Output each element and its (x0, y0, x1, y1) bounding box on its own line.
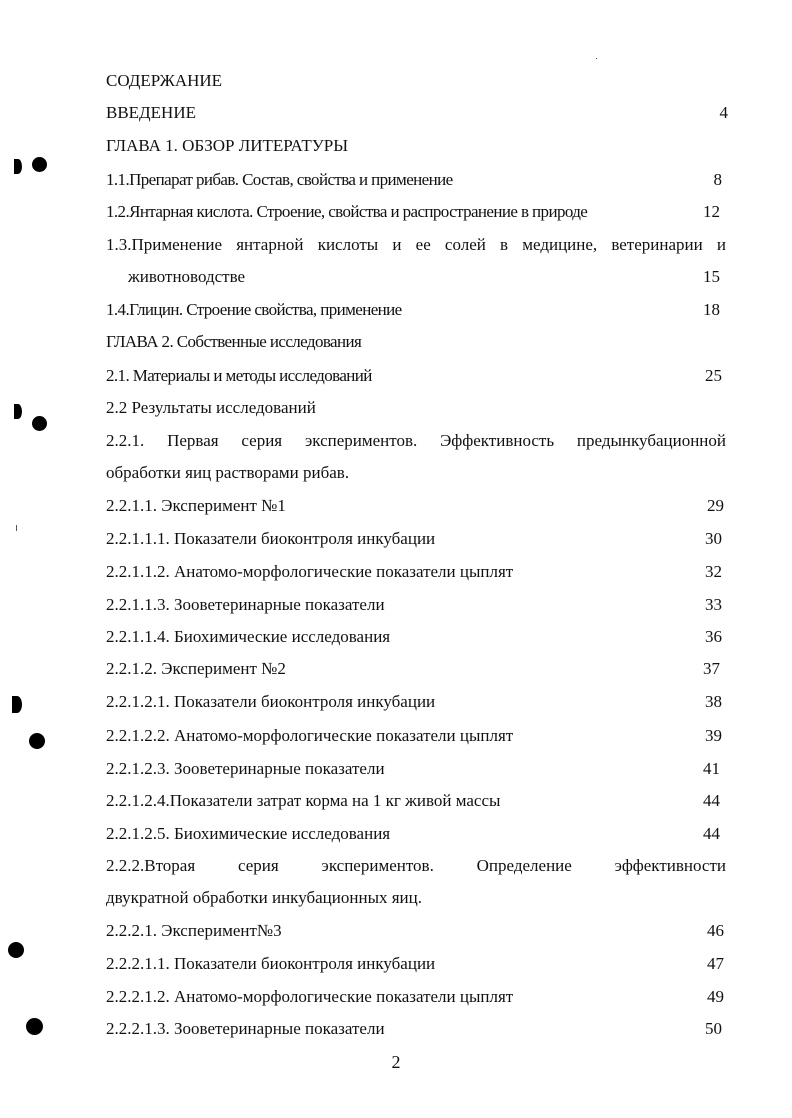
toc-entry-text: 2.2.2.Вторая серия экспериментов. Определение эффективности (106, 856, 726, 875)
punch-hole-mark (26, 1018, 43, 1035)
toc-entry-text: 1.4.Глицин. Строение свойства, применение (106, 300, 402, 319)
toc-entry-page: 50 (705, 1019, 722, 1038)
toc-entry-text: 1.1.Препарат рибав. Состав, свойства и применение (106, 170, 453, 189)
page-number: 2 (391, 1052, 401, 1072)
toc-entry-text: 2.2.1.1. Эксперимент №1 (106, 496, 286, 515)
toc-entry-text: 2.2.1.1.1. Показатели биоконтроля инкубации (106, 529, 436, 548)
toc-entry-page: 4 (719, 103, 728, 122)
toc-entry-text: 2.2.2.1. Эксперимент№3 (106, 921, 282, 940)
toc-entry-text: ВВЕДЕНИЕ (106, 103, 196, 122)
toc-entry-page: 47 (707, 954, 724, 973)
toc-entry-text: 2.2.1.1.4. Биохимические исследования (106, 627, 391, 646)
toc-entry-text: 2.2.1.2.5. Биохимические исследования (106, 824, 391, 843)
punch-hole-mark (14, 159, 22, 174)
toc-entry-text: 1.3.Применение янтарной кислоты и ее солей в медицине, ветеринарии и (106, 235, 726, 254)
scan-speck (16, 525, 17, 531)
toc-entry-page: 38 (705, 692, 722, 711)
punch-hole-mark (14, 404, 22, 419)
toc-entry-text: 2.2.2.1.3. Зооветеринарные показатели (106, 1019, 385, 1038)
toc-entry-text: 2.2.1.1.3. Зооветеринарные показатели (106, 595, 385, 614)
toc-entry-text: 2.2.1. Первая серия экспериментов. Эффективность предынкубационной (106, 431, 726, 450)
toc-entry-page: 44 (703, 824, 720, 843)
toc-entry-text: ГЛАВА 2. Собственные исследования (106, 332, 362, 351)
toc-entry-page: 49 (707, 987, 724, 1006)
toc-entry-page: 8 (713, 170, 722, 189)
toc-entry-page: 39 (705, 726, 722, 745)
toc-entry-text: 2.1. Материалы и методы исследований (106, 366, 372, 385)
punch-hole-mark (12, 696, 22, 713)
toc-entry-text: 2.2.2.1.2. Анатомо-морфологические показатели цыплят (106, 987, 514, 1006)
scan-speck (596, 58, 597, 59)
toc-entry-text: животноводстве (128, 267, 246, 286)
punch-hole-mark (8, 942, 24, 958)
toc-entry-page: 44 (703, 791, 720, 810)
toc-entry-text: 2.2.1.2.4.Показатели затрат корма на 1 кг живой массы (106, 791, 501, 810)
toc-entry-text: 2.2.2.1.1. Показатели биоконтроля инкубации (106, 954, 436, 973)
toc-entry-text: ГЛАВА 1. ОБЗОР ЛИТЕРАТУРЫ (106, 136, 349, 155)
toc-entry-page: 29 (707, 496, 724, 515)
punch-hole-mark (32, 157, 47, 172)
toc-entry-page: 15 (703, 267, 720, 286)
toc-entry-text: 2.2.1.2. Эксперимент №2 (106, 659, 286, 678)
toc-entry-page: 30 (705, 529, 722, 548)
toc-entry-page: 37 (703, 659, 720, 678)
toc-entry-text: 1.2.Янтарная кислота. Строение, свойства и распространение в природе (106, 202, 588, 221)
punch-hole-mark (32, 416, 47, 431)
toc-entry-page: 36 (705, 627, 722, 646)
toc-entry-text: 2.2.1.1.2. Анатомо-морфологические показатели цыплят (106, 562, 514, 581)
toc-entry-text: 2.2.1.2.3. Зооветеринарные показатели (106, 759, 385, 778)
toc-entry-page: 41 (703, 759, 720, 778)
toc-entry-page: 12 (703, 202, 720, 221)
toc-entry-page: 33 (705, 595, 722, 614)
punch-hole-mark (29, 733, 45, 749)
toc-entry-text: двукратной обработки инкубационных яиц. (106, 888, 423, 907)
toc-title: СОДЕРЖАНИЕ (106, 71, 223, 90)
toc-entry-text: обработки яиц растворами рибав. (106, 463, 350, 482)
toc-entry-page: 32 (705, 562, 722, 581)
toc-entry-page: 46 (707, 921, 724, 940)
toc-entry-text: 2.2.1.2.2. Анатомо-морфологические показатели цыплят (106, 726, 514, 745)
toc-entry-page: 18 (703, 300, 720, 319)
toc-entry-page: 25 (705, 366, 722, 385)
toc-entry-text: 2.2.1.2.1. Показатели биоконтроля инкубации (106, 692, 436, 711)
toc-entry-text: 2.2 Результаты исследований (106, 398, 316, 417)
